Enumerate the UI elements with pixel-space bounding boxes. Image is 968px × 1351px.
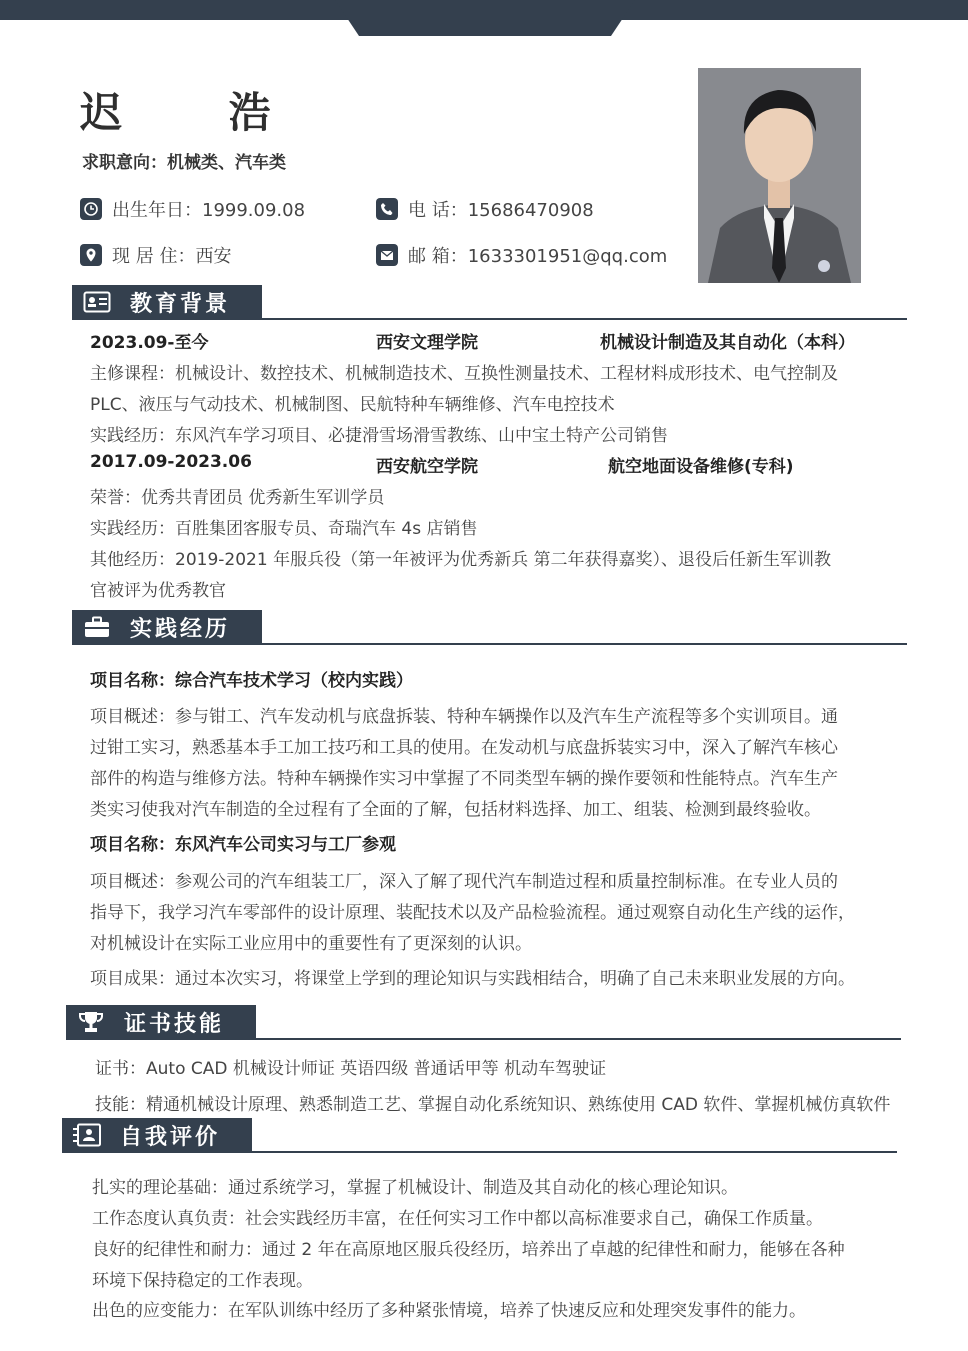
- edu1-period: 2023.09-至今: [90, 333, 209, 353]
- self-eval-line: 扎实的理论基础：通过系统学习，掌握了机械设计、制造及其自动化的核心理论知识。: [92, 1178, 738, 1198]
- project1-line: 过钳工实习，熟悉基本手工加工技巧和工具的使用。在发动机与底盘拆装实习中，深入了解汽车核心: [90, 738, 838, 758]
- clock-icon: [80, 198, 102, 220]
- email-row: [376, 242, 667, 268]
- residence-row: [80, 242, 231, 268]
- education-divider: [72, 318, 907, 320]
- skills-header: [66, 1005, 256, 1039]
- self-eval-line: 良好的纪律性和耐力：通过 2 年在高原地区服兵役经历，培养出了卓越的纪律性和耐力，能够在各种: [92, 1240, 845, 1260]
- certs-line: 证书：Auto CAD 机械设计师证 英语四级 普通话甲等 机动车驾驶证: [95, 1059, 607, 1079]
- edu2-line: 荣誉：优秀共青团员 优秀新生军训学员: [90, 488, 385, 508]
- skills-line: 技能：精通机械设计原理、熟悉制造工艺、掌握自动化系统知识、熟练使用 CAD 软件、掌握机械仿真软件: [95, 1095, 891, 1115]
- id-card-icon: [82, 290, 112, 314]
- project2-line: 对机械设计在实际工业应用中的重要性有了更深刻的认识。: [90, 934, 532, 954]
- skills-divider: [66, 1038, 901, 1040]
- edu1-line: 主修课程：机械设计、数控技术、机械制造技术、互换性测量技术、工程材料成形技术、电气控制及: [90, 364, 838, 384]
- project2-line: 项目概述：参观公司的汽车组装工厂，深入了解了现代汽车制造过程和质量控制标准。在专业人员的: [90, 872, 838, 892]
- edu1-major: 机械设计制造及其自动化（本科）: [600, 333, 855, 353]
- briefcase-icon: [82, 615, 112, 639]
- practice-title: 实践经历: [130, 616, 231, 642]
- self-eval-header: [62, 1118, 252, 1152]
- phone-icon: [376, 198, 398, 220]
- location-pin-icon: [80, 244, 102, 266]
- profile-book-icon: [72, 1123, 102, 1147]
- skills-title: 证书技能: [124, 1011, 225, 1037]
- self-eval-line: 出色的应变能力：在军队训练中经历了多种紧张情境，培养了快速反应和处理突发事件的能力。: [92, 1301, 806, 1321]
- edu2-line: 官被评为优秀教官: [90, 581, 226, 601]
- self-eval-line: 工作态度认真负责：社会实践经历丰富，在任何实习工作中都以高标准要求自己，确保工作质量。: [92, 1209, 823, 1229]
- self-eval-line: 环境下保持稳定的工作表现。: [92, 1271, 313, 1291]
- top-notch: [335, 0, 635, 36]
- edu2-period: 2017.09-2023.06: [90, 452, 252, 472]
- phone-text: 电 话：15686470908: [408, 200, 594, 221]
- edu2-major: 航空地面设备维修(专科): [608, 457, 794, 477]
- practice-divider: [72, 643, 907, 645]
- edu1-line: 实践经历：东风汽车学习项目、必捷滑雪场滑雪教练、山中宝土特产公司销售: [90, 426, 668, 446]
- envelope-icon: [376, 244, 398, 266]
- project1-line: 项目概述：参与钳工、汽车发动机与底盘拆装、特种车辆操作以及汽车生产流程等多个实训项目。通: [90, 707, 838, 727]
- project2-name: 项目名称：东风汽车公司实习与工厂参观: [90, 835, 396, 855]
- phone-row: [376, 196, 594, 222]
- project2-line: 项目成果：通过本次实习，将课堂上学到的理论知识与实践相结合，明确了自己未来职业发展的方向。: [90, 969, 855, 989]
- practice-header: [72, 610, 262, 644]
- project1-line: 类实习使我对汽车制造的全过程有了全面的了解，包括材料选择、加工、组装、检测到最终验收。: [90, 800, 821, 820]
- residence-text: 现 居 住：西安: [112, 246, 232, 267]
- project2-line: 指导下，我学习汽车零部件的设计原理、装配技术以及产品检验流程。通过观察自动化生产线的运作，: [90, 903, 855, 923]
- trophy-icon: [76, 1010, 106, 1034]
- birth-row: [80, 196, 305, 222]
- project1-line: 部件的构造与维修方法。特种车辆操作实习中掌握了不同类型车辆的操作要领和性能特点。汽车生产: [90, 769, 838, 789]
- applicant-name: 迟 浩: [80, 88, 317, 137]
- job-intent: 求职意向：机械类、汽车类: [82, 153, 286, 173]
- edu1-school: 西安文理学院: [376, 333, 478, 353]
- edu2-line: 其他经历：2019-2021 年服兵役（第一年被评为优秀新兵 第二年获得嘉奖）、退役后任新生军训教: [90, 550, 831, 570]
- birth-text: 出生年日：1999.09.08: [112, 200, 306, 221]
- edu1-line: PLC、液压与气动技术、机械制图、民航特种车辆维修、汽车电控技术: [90, 395, 615, 415]
- profile-photo: [698, 68, 861, 283]
- project1-name: 项目名称：综合汽车技术学习（校内实践）: [90, 671, 413, 691]
- self-eval-divider: [62, 1151, 897, 1153]
- self-eval-title: 自我评价: [120, 1124, 221, 1150]
- edu2-line: 实践经历：百胜集团客服专员、奇瑞汽车 4s 店销售: [90, 519, 478, 539]
- edu2-school: 西安航空学院: [376, 457, 478, 477]
- education-header: [72, 285, 262, 319]
- education-title: 教育背景: [130, 291, 231, 317]
- email-text: 邮 箱：1633301951@qq.com: [408, 246, 668, 267]
